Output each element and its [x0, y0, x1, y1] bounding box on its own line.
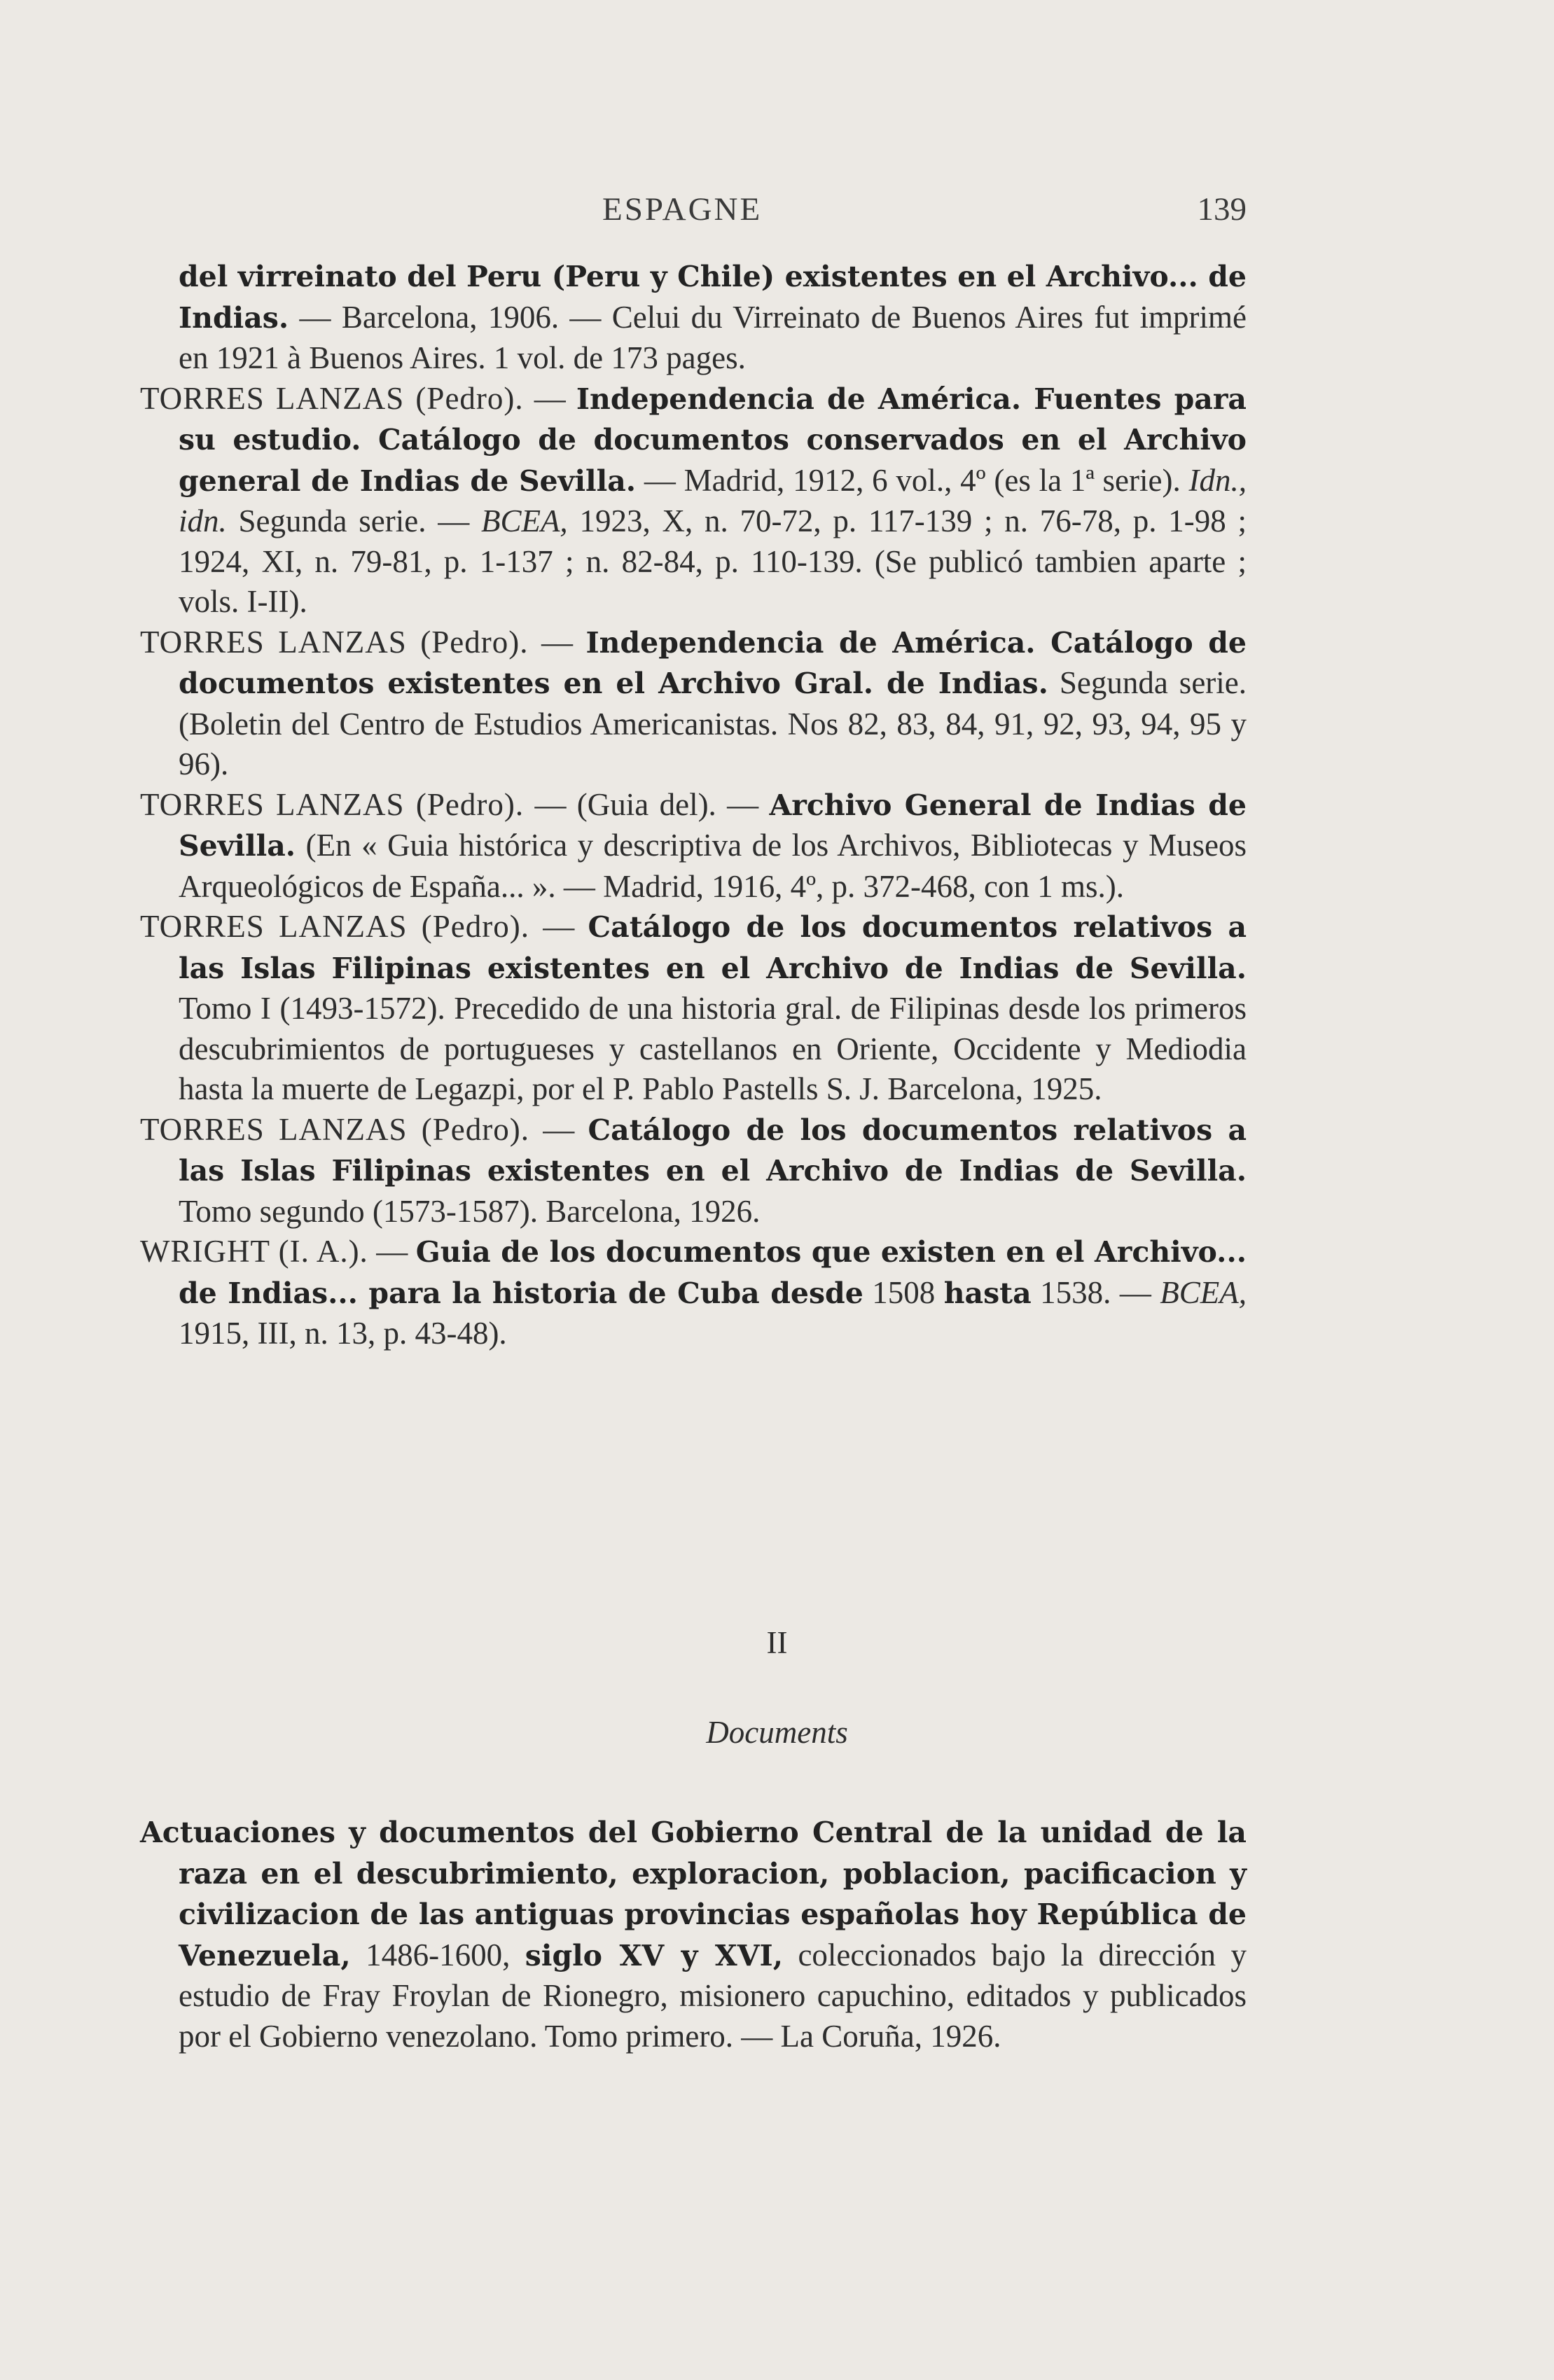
- bibliography-entry: TORRES LANZAS (Pedro). — Independencia de América. Fuentes para su estudio. Catálogo de documentos conservados en el Archivo general de Indias de Sevilla. — Madrid, 1912, 6 vol., 4º (es la 1ª serie). Idn., idn. Segunda serie. — BCEA, 1923, X, n. 70-72, p. 117-139 ; n. 76-78, p. 1-98 ; 1924, XI, n. 79-81, p. 1-137 ; n. 82-84, p. 110-139. (Se publicó tambien aparte ; vols. I-II).: [140, 380, 1247, 619]
- entry-author: TORRES LANZAS (Pedro).: [140, 786, 525, 822]
- entry-author: WRIGHT (I. A.).: [140, 1234, 368, 1269]
- entry-title: Catálogo de los documentos relativos a las Islas Filipinas existentes en el Archivo de Indias de Sevilla.: [179, 910, 1247, 985]
- bibliography-list: [140, 256, 1247, 1354]
- entry-title: Independencia de América. Catálogo de documentos existentes en el Archivo Gral. de Indias.: [179, 625, 1247, 700]
- bibliography-entry: TORRES LANZAS (Pedro). — Catálogo de los documentos relativos a las Islas Filipinas existentes en el Archivo de Indias de Sevilla. Tomo I (1493-1572). Precedido de una historia gral. de Filipinas desde los primeros descubrimientos de portugueses y castellanos en Oriente, Occidente y Mediodia hasta la muerte de Legazpi, por el P. Pablo Pastells S. J. Barcelona, 1925.: [140, 909, 1247, 1106]
- entry-author: TORRES LANZAS (Pedro).: [140, 380, 524, 416]
- bibliography-entry: TORRES LANZAS (Pedro). — Catálogo de los documentos relativos a las Islas Filipinas existentes en el Archivo de Indias de Sevilla. Tomo segundo (1573-1587). Barcelona, 1926.: [140, 1111, 1247, 1229]
- documents-list: [140, 1812, 1247, 2057]
- entry-title: Guia de los documentos que existen en el Archivo... de Indias... para la historia de Cuba desde: [179, 1235, 1247, 1310]
- page-header: [140, 183, 1247, 239]
- entry-author: TORRES LANZAS (Pedro).: [140, 1111, 529, 1147]
- document-entry: Actuaciones y documentos del Gobierno Central de la unidad de la raza en el descubrimiento, exploracion, poblacion, pacificacion y civilizacion de las antiguas provincias españolas hoy República de Venezuela, 1486-1600, siglo XV y XVI, coleccionados bajo la dirección y estudio de Fray Froylan de Rionegro, misionero capuchino, editados y publicados por el Gobierno venezolano. Tomo primero. — La Coruña, 1926.: [140, 1816, 1247, 2054]
- entry-author: TORRES LANZAS (Pedro).: [140, 624, 529, 660]
- section-number: II: [766, 1625, 788, 1660]
- section-title: Documents: [706, 1715, 848, 1750]
- entry-title: Catálogo de los documentos relativos a las Islas Filipinas existentes en el Archivo de Indias de Sevilla.: [179, 1113, 1247, 1188]
- bibliography-entry: del virreinato del Peru (Peru y Chile) existentes en el Archivo... de Indias. — Barcelona, 1906. — Celui du Virreinato de Buenos Aires fut imprimé en 1921 à Buenos Aires. 1 vol. de 173 pages.: [179, 260, 1247, 375]
- entry-author: TORRES LANZAS (Pedro).: [140, 909, 529, 944]
- entry-title: Actuaciones y documentos del Gobierno Central de la unidad de la raza en el descubrimiento, exploracion, poblacion, pacificacion y civilizacion de las antiguas provincias españolas hoy República de Venezuela,: [140, 1816, 1247, 1972]
- page-number: 139: [1197, 191, 1247, 228]
- bibliography-entry: TORRES LANZAS (Pedro). — Independencia de América. Catálogo de documentos existentes en el Archivo Gral. de Indias. Segunda serie. (Boletin del Centro de Estudios Americanistas. Nos 82, 83, 84, 91, 92, 93, 94, 95 y 96).: [140, 624, 1247, 781]
- running-title: ESPAGNE: [602, 191, 763, 228]
- bibliography-entry: WRIGHT (I. A.). — Guia de los documentos que existen en el Archivo... de Indias... para la historia de Cuba desde 1508 hasta 1538. — BCEA, 1915, III, n. 13, p. 43-48).: [140, 1234, 1247, 1351]
- entry-title: Independencia de América. Fuentes para su estudio. Catálogo de documentos conservados en el Archivo general de Indias de Sevilla.: [179, 382, 1247, 498]
- bibliography-entry: TORRES LANZAS (Pedro). — (Guia del). — Archivo General de Indias de Sevilla. (En « Guia histórica y descriptiva de los Archivos, Bibliotecas y Museos Arqueológicos de España... ». — Madrid, 1916, 4º, p. 372-468, con 1 ms.).: [140, 786, 1247, 904]
- entry-title: Archivo General de Indias de Sevilla.: [179, 788, 1247, 863]
